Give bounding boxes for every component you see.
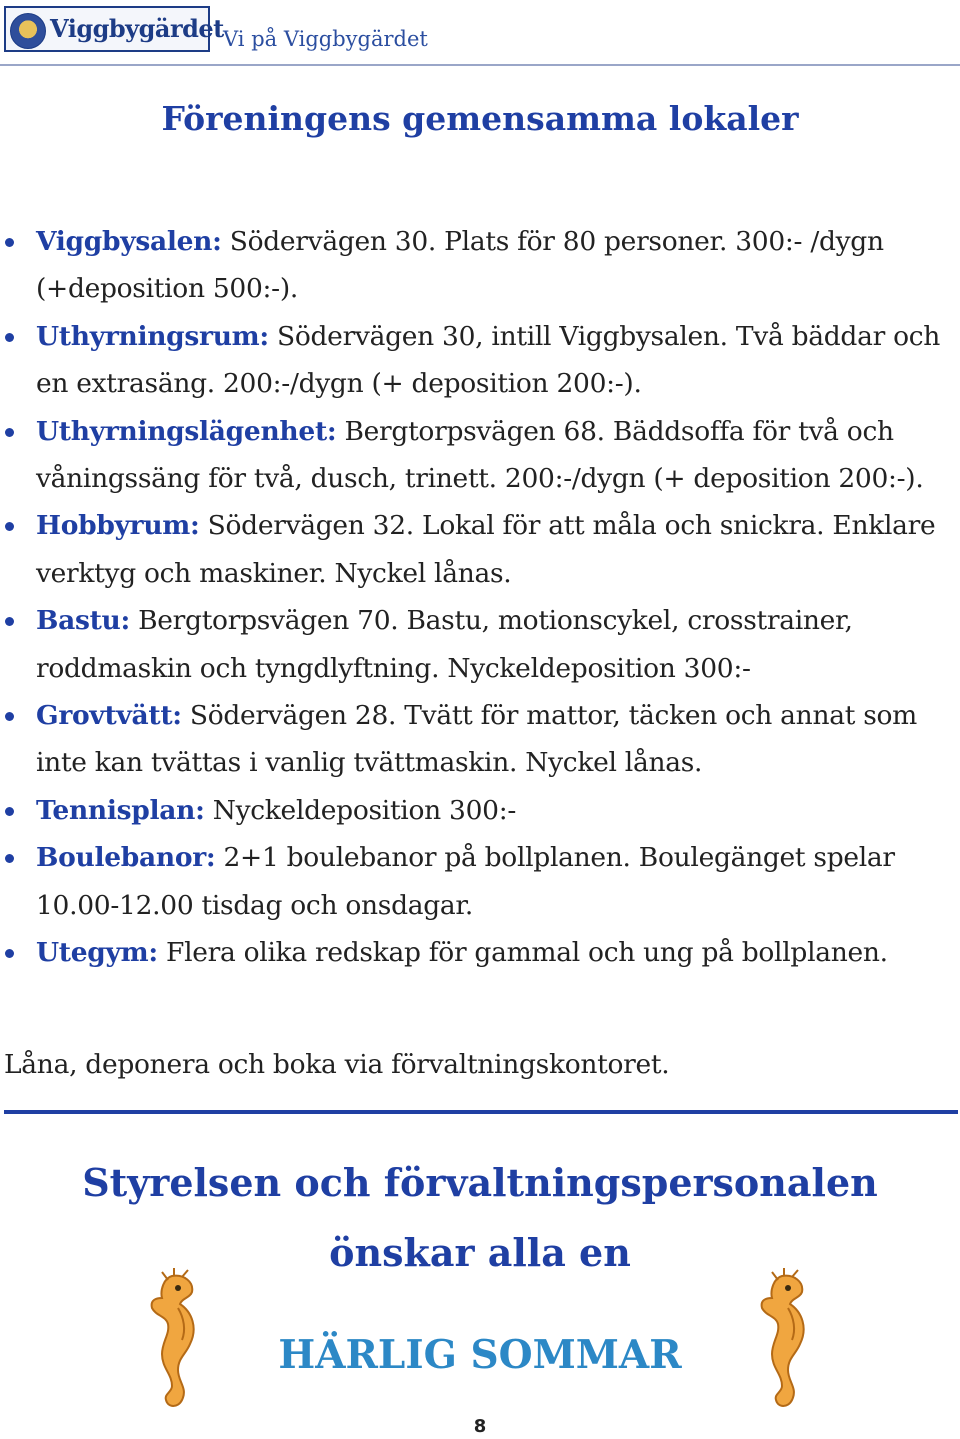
item-text: Södervägen 30, intill Viggbysalen. Två bäddar och en extrasäng. 200:-/dygn (+ deposition 200:-). [36,320,941,400]
list-item [0,597,960,692]
item-text: Bergtorpsvägen 68. Bäddsoffa för två och våningssäng för två, dusch, trinett. 200:-/dygn (+ deposition 200:-). [36,415,924,495]
item-term: Hobbyrum: [36,510,200,542]
list-item [0,834,960,929]
item-term: Boulebanor: [36,842,216,874]
item-text: Bergtorpsvägen 70. Bastu, motionscykel, crosstrainer, roddmaskin och tyngdlyftning. Nyckeldeposition 300:- [36,605,853,684]
section-title: Föreningens gemensamma lokaler [161,99,799,138]
item-text: Nyckeldeposition 300:- [204,794,516,826]
bullet-icon [5,522,14,531]
item-text: Flera olika redskap för gammal och ung på bollplanen. [157,937,888,969]
item-text: 2+1 boulebanor på bollplanen. Boulegänget spelar 10.00-12.00 tisdag och onsdagar. [36,842,895,921]
emblem-icon [10,13,46,49]
bullet-icon [5,238,14,247]
list-item [0,408,960,503]
item-term: Utegym: [36,937,158,969]
item-term: Bastu: [36,605,130,637]
bullet-icon [5,333,14,342]
item-term: Tennisplan: [36,794,205,826]
list-item [0,502,960,597]
item-term: Grovtvätt: [36,700,182,732]
list-item [0,218,960,313]
greeting-line-3: HÄRLIG SOMMAR [278,1332,682,1378]
item-text: Södervägen 30. Plats för 80 personer. 300:- /dygn (+deposition 500:-). [36,226,884,305]
bullet-icon [5,428,14,437]
facility-list [0,218,960,977]
item-text: Södervägen 32. Lokal för att måla och snickra. Enklare verktyg och maskiner. Nyckel lånas. [36,510,936,589]
header-title: Vi på Viggbygärdet [223,27,428,51]
list-item [0,787,960,834]
section-divider [4,1110,958,1114]
bullet-icon [5,712,14,721]
item-text: Södervägen 28. Tvätt för mattor, täcken och annat som inte kan tvättas i vanlig tvättmaskin. Nyckel lånas. [36,700,917,779]
logo-text: Viggbygärdet [50,14,224,43]
item-term: Viggbysalen: [36,226,222,257]
greeting-line-1: Styrelsen och förvaltningspersonalen [82,1160,878,1205]
page-header [0,0,960,66]
bullet-icon [5,854,14,863]
header-divider [0,64,960,66]
booking-note: Låna, deponera och boka via förvaltningskontoret. [4,1049,670,1080]
list-item [0,313,960,408]
viggbygardet-logo [4,6,224,52]
page-number: 8 [473,1416,487,1437]
bullet-icon [5,949,14,958]
bullet-icon [5,807,14,816]
item-term: Uthyrningsrum: [36,320,269,352]
bullet-icon [5,617,14,626]
item-term: Uthyrningslägenhet: [36,415,337,447]
list-item [0,929,960,976]
list-item [0,692,960,787]
greeting-line-2: önskar alla en [329,1230,631,1275]
